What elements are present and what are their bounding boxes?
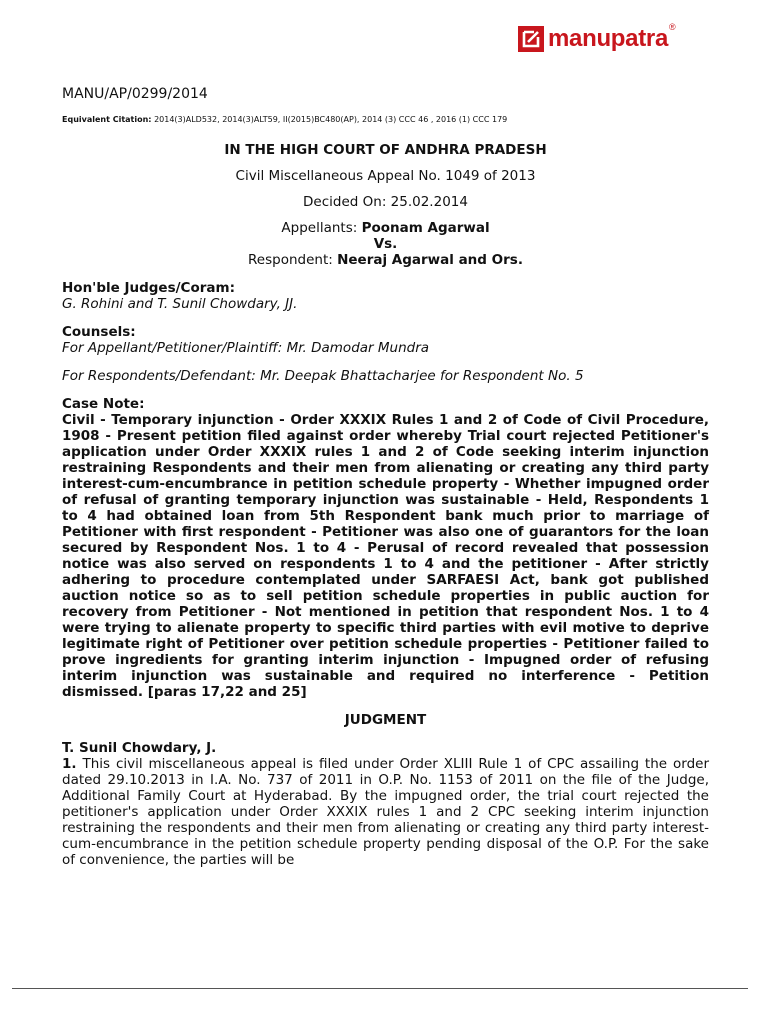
counsels-section [62,324,709,384]
document-body [62,86,709,868]
equivalent-citation-value: 2014(3)ALD532, 2014(3)ALT59, II(2015)BC480(AP), 2014 (3) CCC 46 , 2016 (1) CCC 179 [154,115,508,124]
paragraph-1-text: This civil miscellaneous appeal is filed under Order XLIII Rule 1 of CPC assailing the order dated 29.10.2013 in I.A. No. 737 of 2011 in O.P. No. 1153 of 2011 on the file of the Judge, Additional Family Court at Hyderabad. By the impugned order, the trial court rejected the petitioner's application under Order XXXIX rules 1 and 2 CPC seeking interim injunction restraining the respondents and their men from alienating or creating any third party interest-cum-encumbrance in the petition schedule property pending disposal of the O.P. For the sake of convenience, the parties will be [62,756,709,868]
decided-date: Decided On: 25.02.2014 [303,194,468,210]
equivalent-citation [62,115,709,125]
registered-mark: ® [669,22,676,32]
brand-name: manupatra [548,25,668,52]
parties [62,220,709,268]
counsel-appellant: For Appellant/Petitioner/Plaintiff: Mr. Damodar Mundra [62,340,430,356]
court-name: IN THE HIGH COURT OF ANDHRA PRADESH [224,142,547,158]
case-note-section [62,396,709,700]
footer-divider [12,988,748,989]
case-note-heading: Case Note: [62,396,145,412]
judges-names: G. Rohini and T. Sunil Chowdary, JJ. [62,296,298,312]
judges-section [62,280,709,312]
appeal-number: Civil Miscellaneous Appeal No. 1049 of 2013 [235,168,536,184]
paragraph-1 [62,756,709,868]
case-note-text: Civil - Temporary injunction - Order XXXIX Rules 1 and 2 of Code of Civil Procedure, 1908 - Present petition filed against order whereby Trial court rejected Petitioner's application under Order XXXIX rules 1 and 2 of Code seeking interim injunction restraining Respondents and their men from alienating or creating any third party interest-cum-encumbrance in petition schedule property - Whether impugned order of refusal of granting temporary injunction was sustainable - Held, Respondents 1 to 4 had obtained loan from 5th Respondent bank much prior to marriage of Petitioner with first respondent - Petitioner was also one of guarantors for the loan secured by Respondent Nos. 1 to 4 - Perusal of record revealed that possession notice was also served on respondents 1 to 4 and the petitioner - After strictly adhering to procedure contemplated under SARFAESI Act, bank got published auction notice so as to sell petition schedule properties in public auction for recovery from Petitioner - Not mentioned in petition that respondent Nos. 1 to 4 were trying to alienate property to specific third parties with evil motive to deprive legitimate right of Petitioner over petition schedule properties - Petitioner failed to prove ingredients for granting interim injunction - Impugned order of refusing interim injunction was sustainable and required no interference - Petition dismissed. [paras 17,22 and 25] [62,412,709,700]
respondent-label: Respondent: [248,252,338,268]
respondent-line [62,252,709,268]
appellants-line [62,220,709,236]
citation-number: MANU/AP/0299/2014 [62,86,208,102]
appellants-label: Appellants: [281,220,362,236]
judgment-author: T. Sunil Chowdary, J. [62,740,217,756]
appellants-name: Poonam Agarwal [361,220,490,236]
versus: Vs. [373,236,398,252]
counsels-heading: Counsels: [62,324,136,340]
manupatra-mark-icon [518,26,544,52]
counsel-respondent: For Respondents/Defendant: Mr. Deepak Bhattacharjee for Respondent No. 5 [62,368,584,384]
judgment-heading: JUDGMENT [344,712,427,728]
judges-heading: Hon'ble Judges/Coram: [62,280,235,296]
paragraph-1-number: 1. [62,756,77,772]
manupatra-logo [518,24,676,54]
equivalent-citation-label: Equivalent Citation: [62,115,152,124]
respondent-name: Neeraj Agarwal and Ors. [337,252,523,268]
